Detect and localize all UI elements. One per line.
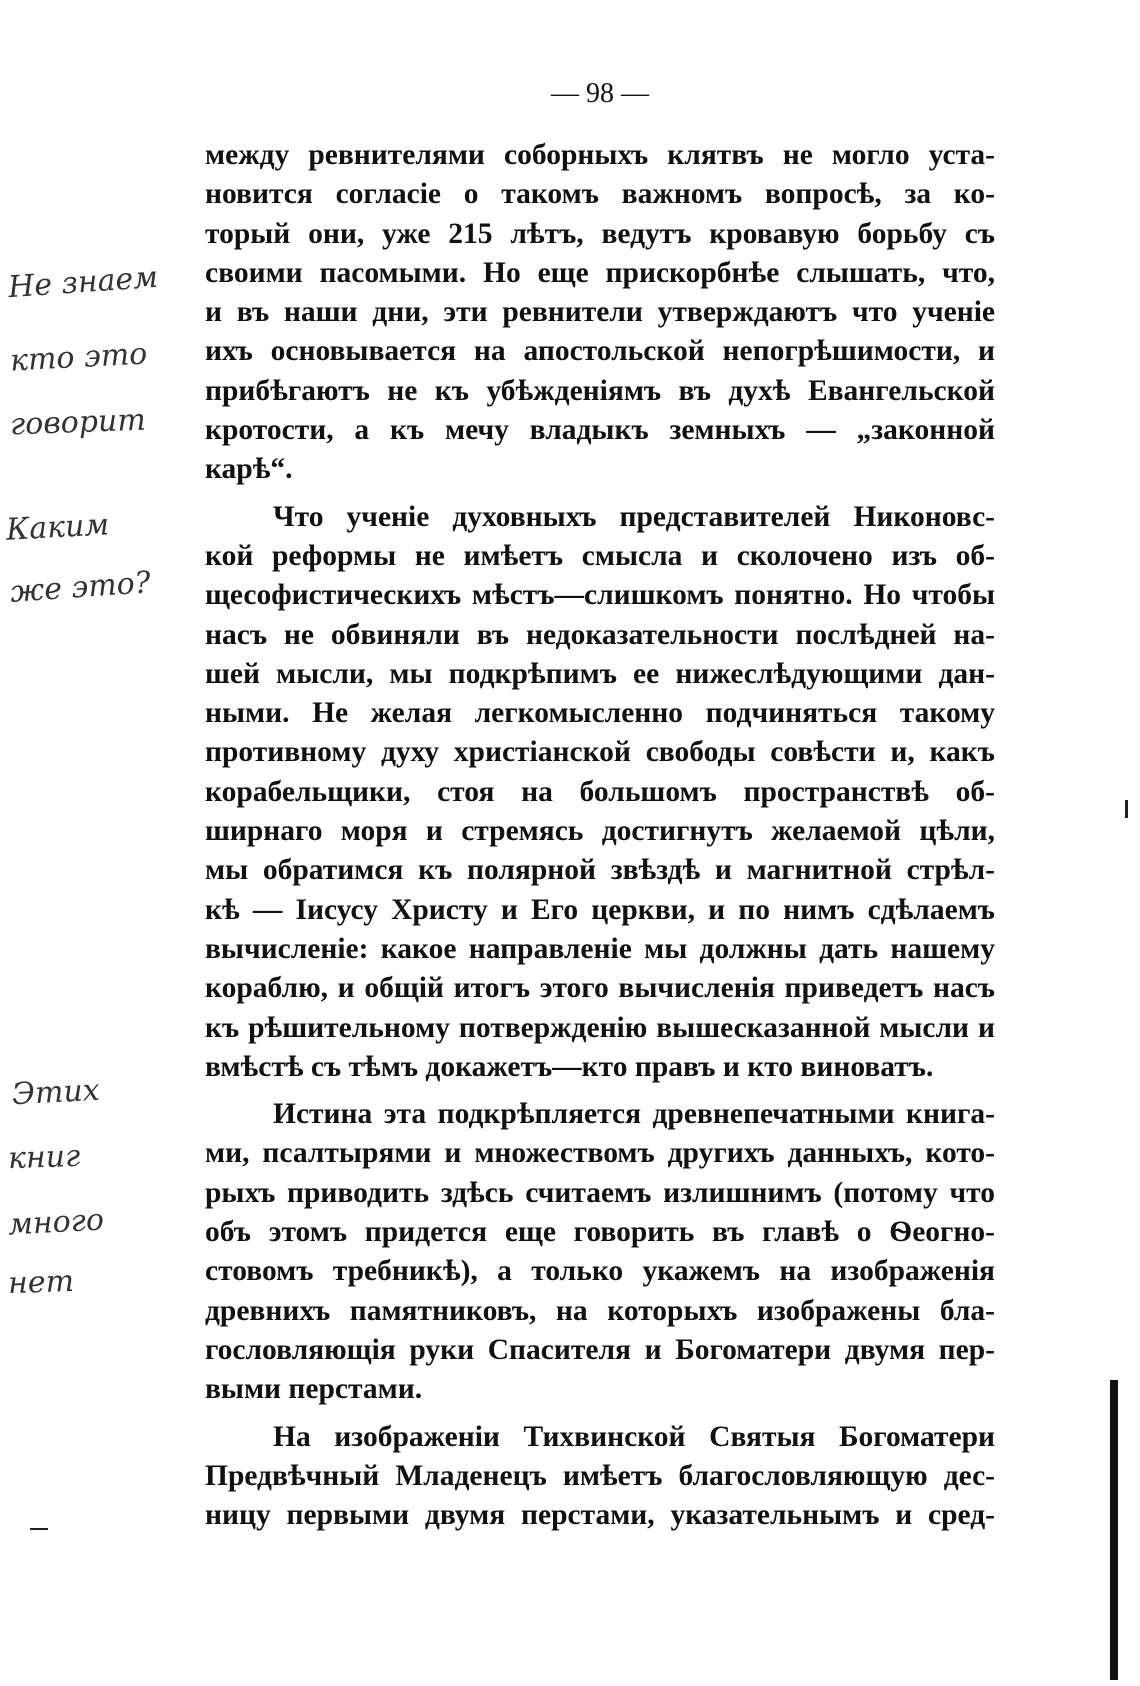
text-line: ми, псалтырями и множествомъ другихъ данныхъ, кото-	[205, 1137, 995, 1170]
text-line: стовомъ требникѣ), а только укажемъ на изображенія	[205, 1255, 995, 1288]
text-line: къ рѣшительному потвержденію вышесказанной мысли и	[205, 1011, 995, 1044]
body-text	[205, 136, 995, 1535]
text-line: карѣ“.	[205, 453, 293, 486]
text-line: щесофистическихъ мѣстъ—слишкомъ понятно. Но чтобы	[205, 579, 995, 612]
margin-note: кто это	[9, 336, 149, 379]
text-line: ихъ основывается на апостольской непогрѣшимости, и	[205, 335, 995, 368]
paragraph-gap	[205, 490, 995, 498]
text-line: ными. Не желая легкомысленно подчиняться такому	[205, 697, 995, 730]
text-line: шей мысли, мы подкрѣпимъ ее нижеслѣдующими дан-	[205, 657, 995, 690]
text-line: кораблю, и общій итогъ этого вычисленія приведетъ насъ	[205, 972, 995, 1005]
text-line: новится согласіе о такомъ важномъ вопросѣ, за ко-	[205, 178, 995, 211]
page-number: — 98 —	[551, 78, 649, 109]
handwritten-margin-notes	[0, 0, 200, 1686]
scan-mark	[30, 1528, 48, 1530]
margin-note: Этих	[11, 1072, 101, 1113]
text-line: мы обратимся къ полярной звѣздѣ и магнитной стрѣл-	[205, 854, 995, 887]
text-line: Предвѣчный Младенецъ имѣетъ благословляющую дес-	[205, 1459, 995, 1492]
text-line: между ревнителями соборныхъ клятвъ не могло уста-	[205, 139, 995, 171]
margin-note: Каким	[5, 507, 111, 548]
text-line: ницу первыми двумя перстами, указательнымъ и сред-	[205, 1499, 995, 1532]
text-line: Что ученіе духовныхъ представителей Никоновс-	[273, 500, 995, 533]
text-line: торый они, уже 215 лѣтъ, ведутъ кровавую борьбу съ	[205, 217, 995, 250]
paragraph-gap	[205, 1087, 995, 1095]
text-line: и въ наши дни, эти ревнители утверждаютъ что ученіе	[205, 296, 995, 329]
text-line: рыхъ приводить здѣсь считаемъ излишнимъ (потому что	[205, 1176, 995, 1209]
text-line: кой реформы не имѣетъ смысла и сколочено изъ об-	[205, 539, 995, 572]
scan-edge-shadow	[1110, 1380, 1118, 1680]
text-line: своими пасомыми. Но еще прискорбнѣе слышать, что,	[205, 256, 995, 289]
margin-note: Не знаем	[6, 259, 160, 306]
text-line: На изображеніи Тихвинской Святыя Богоматери	[273, 1420, 995, 1453]
text-line: противному духу христіанской свободы совѣсти и, какъ	[205, 736, 995, 769]
text-line: ширнаго моря и стремясь достигнутъ желаемой цѣли,	[205, 815, 995, 848]
margin-note: книг	[7, 1138, 81, 1177]
text-line: кротости, а къ мечу владыкъ земныхъ — „законной	[205, 414, 995, 447]
paragraph-gap	[205, 1410, 995, 1418]
margin-note: нет	[7, 1263, 75, 1302]
text-line: Истина эта подкрѣпляется древнепечатными книга-	[273, 1098, 995, 1131]
text-line: древнихъ памятниковъ, на которыхъ изображены бла-	[205, 1294, 995, 1327]
text-line: гословляющія руки Спасителя и Богоматери двумя пер-	[205, 1333, 995, 1366]
text-line: прибѣгаютъ не къ убѣжденіямъ въ духѣ Евангельской	[205, 374, 995, 407]
margin-note: же это?	[8, 565, 152, 610]
text-line: вмѣстѣ съ тѣмъ докажетъ—кто правъ и кто виноватъ.	[205, 1050, 934, 1083]
text-line: вычисленіе: какое направленіе мы должны дать нашему	[205, 932, 995, 965]
margin-note: много	[7, 1202, 105, 1243]
scan-mark	[1125, 800, 1128, 818]
margin-note: говорит	[9, 402, 147, 443]
text-line: насъ не обвиняли въ недоказательности послѣдней на-	[205, 618, 995, 651]
text-line: корабельщики, стоя на большомъ пространствѣ об-	[205, 775, 995, 808]
text-line: выми перстами.	[205, 1373, 423, 1406]
text-line: объ этомъ придется еще говорить въ главѣ о Ѳеогно-	[205, 1216, 995, 1249]
text-line: кѣ — Іисусу Христу и Его церкви, и по нимъ сдѣлаемъ	[205, 893, 995, 926]
